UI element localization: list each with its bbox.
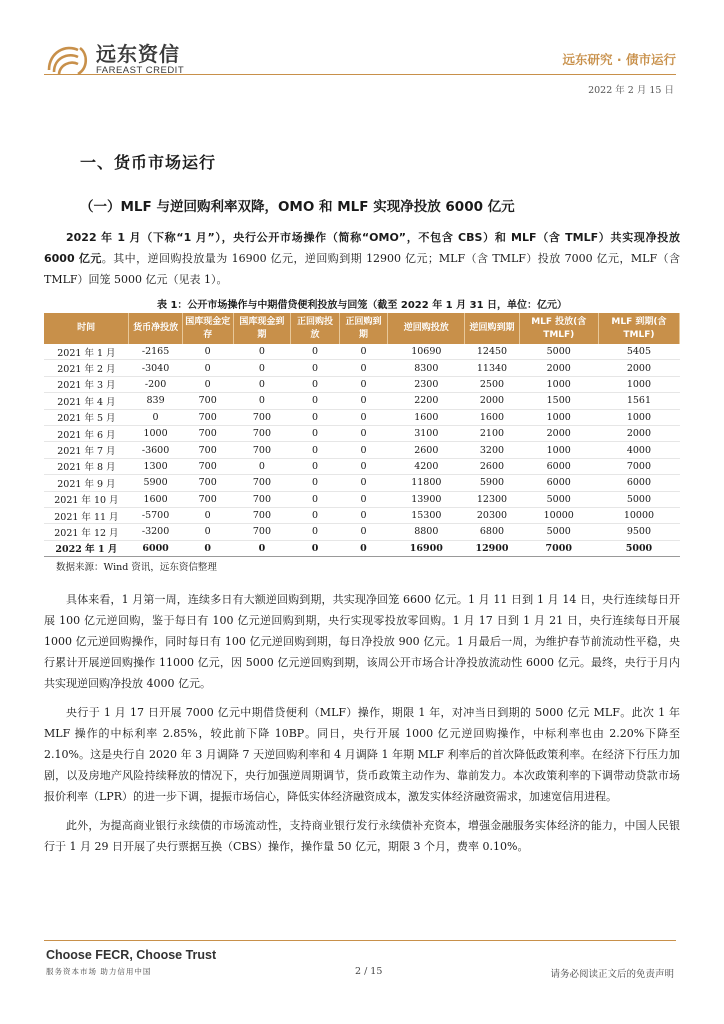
col-header: 货币净投放 — [129, 313, 183, 344]
table-cell: 2021 年 6 月 — [44, 425, 129, 441]
table-cell: 0 — [233, 458, 291, 474]
table-cell: 0 — [291, 409, 339, 425]
table-cell: 0 — [182, 360, 233, 376]
table-cell: 0 — [339, 425, 387, 441]
table-source: 数据来源：Wind 资讯，远东资信整理 — [56, 562, 217, 574]
table-cell: 1000 — [519, 376, 598, 392]
body-paragraph-3: 此外，为提高商业银行永续债的市场流动性，支持商业银行发行永续债补充资本，增强金融服务实体经济的能力，中国人民银行于 1 月 29 日开展了央行票据互换（CBS）操作，操作量 50 亿元，期限 3 个月，费率 0.10%。 — [44, 819, 680, 854]
table-cell: 8300 — [388, 360, 465, 376]
table-cell: 1600 — [129, 491, 183, 507]
fareast-logo-icon — [44, 40, 90, 78]
table-cell: 2021 年 5 月 — [44, 409, 129, 425]
table-cell: 3100 — [388, 425, 465, 441]
table-cell: 16900 — [388, 540, 465, 556]
body-paragraph-1: 具体来看，1 月第一周，连续多日有大额逆回购到期，共实现净回笼 6600 亿元。1 月 11 日到 1 月 14 日，央行连续每日开展 100 亿元逆回购，鉴于每日有 100 亿元逆回购到期，央行实现零投放零回购。1 月 17 日到 1 月 21 日，央行连续每日开展 1000 亿元逆回购操作，同时每日有 100 亿元逆回购到期，每日净投放 900 亿元。1 月最后一周，为维护春节前流动性平稳，央行累计开展逆回购操作 11000 亿元，因 5000 亿元逆回购到期，该周公开市场合计净投放流动性 6000 亿元。最终，央行于月内共实现逆回购净投放 4000 亿元。 — [44, 593, 680, 691]
table-cell: 0 — [182, 507, 233, 523]
logo — [44, 40, 184, 78]
table-cell: 12300 — [465, 491, 519, 507]
table-cell: 2600 — [388, 442, 465, 458]
table-header-row — [44, 313, 680, 344]
table-cell: 0 — [182, 540, 233, 556]
table-cell: 1500 — [519, 393, 598, 409]
col-header: MLF 到期(含 TMLF) — [598, 313, 679, 344]
table-cell: 0 — [339, 458, 387, 474]
table-cell: 2021 年 1 月 — [44, 344, 129, 360]
table-cell: 6000 — [519, 475, 598, 491]
table-cell: 0 — [233, 540, 291, 556]
table-cell: 0 — [291, 393, 339, 409]
table-cell: 5000 — [519, 524, 598, 540]
table-cell: 2021 年 8 月 — [44, 458, 129, 474]
table-cell: 5900 — [465, 475, 519, 491]
logo-cn-text: 远东资信 — [96, 41, 180, 66]
footer-disclaimer: 请务必阅读正文后的免责声明 — [550, 969, 674, 980]
table-cell: -200 — [129, 376, 183, 392]
table-row — [44, 360, 680, 376]
col-header: 国库现金到期 — [233, 313, 291, 344]
table-cell: 700 — [182, 458, 233, 474]
table-cell: 0 — [339, 376, 387, 392]
table-cell: 1000 — [129, 425, 183, 441]
table-cell: 7000 — [598, 458, 679, 474]
table-cell: 0 — [339, 475, 387, 491]
table-cell: 0 — [339, 409, 387, 425]
table-row — [44, 491, 680, 507]
table-row — [44, 475, 680, 491]
table-row — [44, 507, 680, 523]
footer-slogan-cn: 服务资本市场 助力信用中国 — [46, 967, 152, 976]
table-cell: 700 — [182, 475, 233, 491]
subsection-heading: （一）MLF 与逆回购利率双降，OMO 和 MLF 实现净投放 6000 亿元 — [80, 199, 515, 215]
footer-divider — [44, 940, 676, 941]
table-cell: 0 — [129, 409, 183, 425]
table-cell: 2022 年 1 月 — [44, 540, 129, 556]
table-cell: 11340 — [465, 360, 519, 376]
table-cell: 1561 — [598, 393, 679, 409]
table-cell: 2000 — [519, 425, 598, 441]
table-cell: 10690 — [388, 344, 465, 360]
table-cell: 5900 — [129, 475, 183, 491]
table-cell: 2021 年 11 月 — [44, 507, 129, 523]
table-cell: 2021 年 12 月 — [44, 524, 129, 540]
table-row — [44, 524, 680, 540]
table-cell: 20300 — [465, 507, 519, 523]
table-row — [44, 458, 680, 474]
table-cell: 5000 — [519, 491, 598, 507]
table-cell: 0 — [339, 507, 387, 523]
table-cell: 1300 — [129, 458, 183, 474]
table-row — [44, 425, 680, 441]
page-header — [0, 0, 724, 100]
report-date: 2022 年 2 月 15 日 — [588, 85, 674, 96]
table-cell: 7000 — [519, 540, 598, 556]
table-caption: 表 1：公开市场操作与中期借贷便利投放与回笼（截至 2022 年 1 月 31 日，单位：亿元） — [156, 300, 568, 311]
table-cell: 2021 年 7 月 — [44, 442, 129, 458]
table-cell: 2021 年 9 月 — [44, 475, 129, 491]
table-cell: 700 — [233, 524, 291, 540]
table-cell: 1600 — [465, 409, 519, 425]
col-header: 逆回购到期 — [465, 313, 519, 344]
table-cell: 0 — [291, 491, 339, 507]
table-row — [44, 540, 680, 556]
intro-rest: 。其中，逆回购投放量为 16900 亿元，逆回购到期 12900 亿元；MLF（含 TMLF）投放 7000 亿元，MLF（含 TMLF）回笼 5000 亿元（见表 1）。 — [44, 252, 680, 286]
table-cell: 1000 — [598, 376, 679, 392]
table-cell: 0 — [291, 360, 339, 376]
table-cell: 0 — [233, 376, 291, 392]
table-cell: 0 — [291, 475, 339, 491]
table-cell: 1000 — [598, 409, 679, 425]
table-cell: 5000 — [598, 540, 679, 556]
table-cell: 700 — [182, 425, 233, 441]
table-cell: 2000 — [598, 425, 679, 441]
footer-slogan: Choose FECR, Choose Trust — [46, 948, 217, 962]
table-row — [44, 442, 680, 458]
table-cell: 1000 — [519, 409, 598, 425]
table-cell: 2600 — [465, 458, 519, 474]
table-cell: 2000 — [598, 360, 679, 376]
table-row — [44, 376, 680, 392]
table-cell: 12450 — [465, 344, 519, 360]
table-cell: 0 — [291, 524, 339, 540]
table-cell: 4200 — [388, 458, 465, 474]
col-header: 时间 — [44, 313, 129, 344]
intro-paragraph — [44, 227, 680, 290]
table-cell: 10000 — [598, 507, 679, 523]
table-cell: 13900 — [388, 491, 465, 507]
table-cell: 0 — [339, 442, 387, 458]
table-cell: 0 — [291, 540, 339, 556]
table-cell: 0 — [291, 376, 339, 392]
table-cell: 0 — [339, 540, 387, 556]
body-paragraph-2: 央行于 1 月 17 日开展 7000 亿元中期借贷便利（MLF）操作，期限 1 年，对冲当日到期的 5000 亿元 MLF。此次 1 年 MLF 操作的中标利率 2.85%，较此前下降 10BP。同日，央行开展 1000 亿元逆回购操作，中标利率也由 2.20%下降至 2.10%。这是央行自 2020 年 3 月调降 7 天逆回购利率和 4 月调降 1 年期 MLF 利率后的首次降低政策利率。在经济下行压力加剧，以及房地产风险持续释放的情况下，央行加强逆周期调节，货币政策主动作为、靠前发力。本次政策利率的下调带动贷款市场报价利率（LPR）的进一步下调，提振市场信心，降低实体经济融资成本，激发实体经济融资需求，加速宽信用进程。 — [44, 706, 680, 804]
table-cell: 0 — [339, 491, 387, 507]
table-cell: 6000 — [598, 475, 679, 491]
table-cell: 2200 — [388, 393, 465, 409]
table-cell: 700 — [233, 409, 291, 425]
table-cell: 0 — [339, 393, 387, 409]
table-row — [44, 409, 680, 425]
table-cell: 6000 — [129, 540, 183, 556]
table-cell: 0 — [291, 507, 339, 523]
table-cell: 4000 — [598, 442, 679, 458]
table-cell: 700 — [182, 393, 233, 409]
table-cell: 0 — [339, 524, 387, 540]
table-cell: 2021 年 4 月 — [44, 393, 129, 409]
table-cell: 11800 — [388, 475, 465, 491]
table-cell: 0 — [182, 376, 233, 392]
table-cell: 0 — [233, 393, 291, 409]
table-cell: 15300 — [388, 507, 465, 523]
report-series: 远东研究 · 债市运行 — [562, 52, 676, 67]
table-cell: -5700 — [129, 507, 183, 523]
col-header: 正回购投放 — [291, 313, 339, 344]
table-cell: 2100 — [465, 425, 519, 441]
table-cell: 5000 — [598, 491, 679, 507]
table-cell: 2500 — [465, 376, 519, 392]
table-cell: 0 — [339, 344, 387, 360]
table-row — [44, 344, 680, 360]
table-cell: 2000 — [519, 360, 598, 376]
table-cell: 12900 — [465, 540, 519, 556]
table-cell: 5405 — [598, 344, 679, 360]
omo-mlf-table — [44, 313, 680, 557]
table-cell: 6800 — [465, 524, 519, 540]
col-header: MLF 投放(含 TMLF) — [519, 313, 598, 344]
table-cell: 8800 — [388, 524, 465, 540]
table-cell: 700 — [233, 425, 291, 441]
table-cell: 700 — [182, 409, 233, 425]
col-header: 正回购到期 — [339, 313, 387, 344]
table-cell: 1000 — [519, 442, 598, 458]
col-header: 国库现金定存 — [182, 313, 233, 344]
intro-bold: 2022 年 1 月（下称“1 月”），央行公开市场操作（简称“OMO”，不包含 CBS）和 MLF（含 TMLF）共实现净投放 6000 亿元 — [44, 231, 680, 265]
logo-en-text: FAREAST CREDIT — [96, 64, 185, 76]
table-cell: 0 — [233, 344, 291, 360]
table-cell: 2000 — [465, 393, 519, 409]
table-cell: 6000 — [519, 458, 598, 474]
table-cell: 0 — [291, 425, 339, 441]
header-divider — [44, 74, 676, 75]
table-cell: 2300 — [388, 376, 465, 392]
table-row — [44, 393, 680, 409]
table-cell: 10000 — [519, 507, 598, 523]
table-cell: 0 — [291, 344, 339, 360]
table-cell: 5000 — [519, 344, 598, 360]
table-cell: -3600 — [129, 442, 183, 458]
table-cell: 9500 — [598, 524, 679, 540]
table-cell: 3200 — [465, 442, 519, 458]
table-cell: 700 — [182, 442, 233, 458]
table-cell: 1600 — [388, 409, 465, 425]
table-cell: -2165 — [129, 344, 183, 360]
table-cell: 0 — [291, 442, 339, 458]
main-content — [44, 150, 680, 865]
table-cell: 700 — [233, 491, 291, 507]
table-cell: 700 — [182, 491, 233, 507]
table-cell: 0 — [291, 458, 339, 474]
table-cell: 0 — [182, 344, 233, 360]
page-number: 2 / 15 — [355, 966, 383, 977]
table-cell: 0 — [233, 360, 291, 376]
col-header: 逆回购投放 — [388, 313, 465, 344]
table-cell: -3040 — [129, 360, 183, 376]
table-cell: 839 — [129, 393, 183, 409]
table-cell: 700 — [233, 475, 291, 491]
table-cell: 700 — [233, 442, 291, 458]
table-cell: 700 — [233, 507, 291, 523]
table-cell: 2021 年 2 月 — [44, 360, 129, 376]
table-body — [44, 344, 680, 557]
table-cell: 2021 年 3 月 — [44, 376, 129, 392]
table-cell: 0 — [182, 524, 233, 540]
table-cell: 2021 年 10 月 — [44, 491, 129, 507]
section-heading: 一、货币市场运行 — [80, 153, 217, 172]
table-cell: 0 — [339, 360, 387, 376]
table-cell: -3200 — [129, 524, 183, 540]
